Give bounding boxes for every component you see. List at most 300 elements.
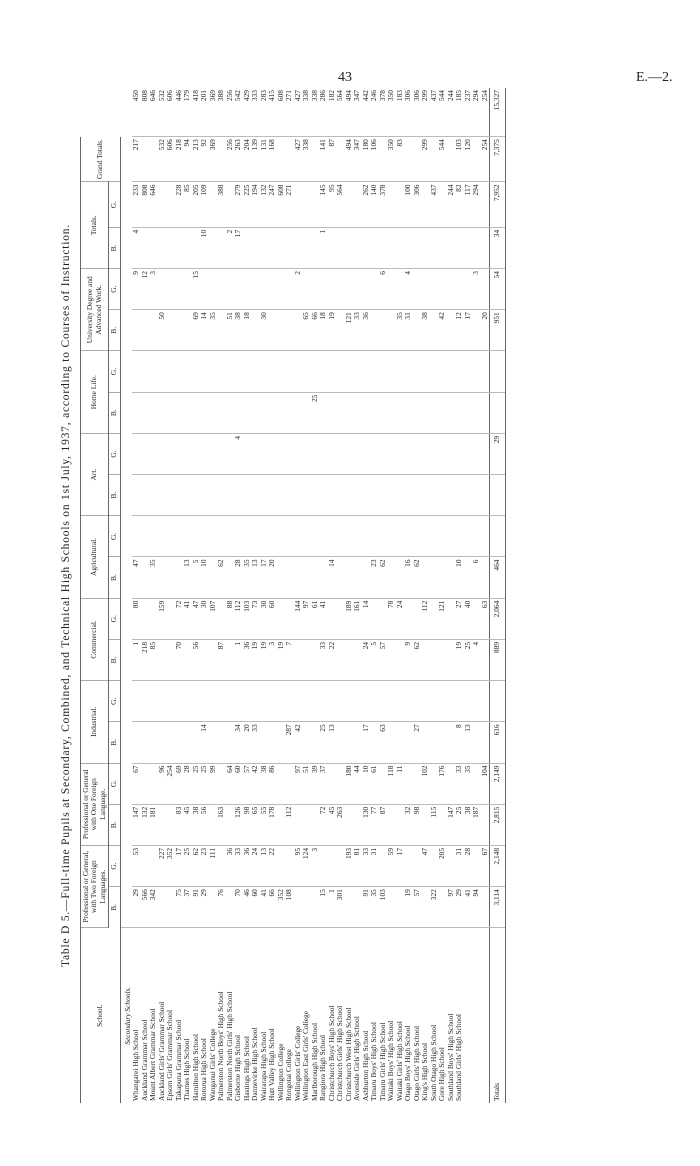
value-cell: 205 [438, 845, 447, 886]
value-cell [132, 516, 141, 557]
school-row [294, 88, 303, 1103]
value-cell: 103 [243, 598, 252, 639]
value-cell: 25 [183, 845, 192, 886]
school-name: Waitaki Boys' High School [386, 1020, 396, 1101]
school-row [277, 88, 286, 1103]
value-cell [455, 475, 464, 516]
value-cell [149, 433, 158, 474]
value-cell [430, 681, 439, 722]
value-cell: 301 [336, 887, 345, 928]
school-name: Rongotai College [284, 1049, 294, 1101]
value-cell [209, 475, 218, 516]
school-row [260, 88, 269, 1103]
value-cell [141, 722, 150, 763]
value-cell: 19 [260, 639, 269, 680]
value-cell: 464 [490, 557, 506, 598]
value-cell: 76 [217, 887, 226, 928]
value-cell [226, 392, 235, 433]
value-cell [481, 681, 490, 722]
value-cell [490, 681, 506, 722]
value-cell: 87 [217, 639, 226, 680]
value-cell: 87 [379, 804, 388, 845]
value-cell: 13 [464, 722, 473, 763]
value-cell: 294 [472, 182, 481, 227]
value-cell [141, 227, 150, 268]
value-cell: 24 [251, 845, 260, 886]
value-cell: 29 [132, 887, 141, 928]
value-cell [396, 722, 405, 763]
value-cell [472, 433, 481, 474]
value-cell [481, 227, 490, 268]
value-cell [141, 433, 150, 474]
value-cell [421, 351, 430, 392]
value-cell [362, 516, 371, 557]
value-cell: 63 [481, 598, 490, 639]
value-cell [302, 227, 311, 268]
value-cell [158, 433, 167, 474]
value-cell [158, 182, 167, 227]
value-cell [243, 681, 252, 722]
value-cell [387, 681, 396, 722]
value-cell [413, 681, 422, 722]
value-cell [379, 351, 388, 392]
school-name [464, 928, 473, 1103]
value-cell: 1 [328, 887, 337, 928]
value-cell [396, 681, 405, 722]
grand-total-cell: 378 [379, 88, 388, 137]
school-name: Wairarapa High School [258, 1031, 268, 1101]
value-cell [226, 351, 235, 392]
value-cell [319, 433, 328, 474]
value-cell [141, 845, 150, 886]
value-cell [209, 722, 218, 763]
value-cell: 33 [455, 763, 464, 804]
school-row [370, 88, 379, 1103]
value-cell: 92 [200, 137, 209, 182]
value-cell [251, 392, 260, 433]
value-cell: 78 [387, 598, 396, 639]
value-cell [362, 433, 371, 474]
value-cell [404, 433, 413, 474]
value-cell: 35 [370, 887, 379, 928]
school-name: Rotorua High School [199, 1038, 209, 1101]
value-cell: 322 [430, 887, 439, 928]
value-cell [379, 516, 388, 557]
value-cell [268, 681, 277, 722]
value-cell: 77 [370, 804, 379, 845]
value-cell: 10 [362, 763, 371, 804]
value-cell: 36 [243, 639, 252, 680]
value-cell [490, 392, 506, 433]
value-cell [447, 475, 456, 516]
grand-total-cell: 244 [447, 88, 456, 137]
value-cell [141, 392, 150, 433]
value-cell: 121 [438, 598, 447, 639]
value-cell: 24 [362, 639, 371, 680]
value-cell [200, 269, 209, 310]
value-cell [158, 557, 167, 598]
value-cell: 3,114 [490, 887, 506, 928]
value-cell [413, 516, 422, 557]
value-cell: 342 [149, 887, 158, 928]
grand-total-cell: 286 [319, 88, 328, 137]
value-cell [319, 475, 328, 516]
value-cell: 28 [183, 763, 192, 804]
school-name: Hastings High School [241, 1036, 251, 1101]
school-name [472, 928, 481, 1103]
value-cell: 19 [251, 639, 260, 680]
value-cell: 140 [370, 182, 379, 227]
value-cell: 204 [243, 137, 252, 182]
value-cell [175, 433, 184, 474]
value-cell [200, 681, 209, 722]
value-cell: 53 [132, 845, 141, 886]
value-cell [404, 845, 413, 886]
value-cell [209, 433, 218, 474]
value-cell: 16 [404, 557, 413, 598]
value-cell [447, 392, 456, 433]
value-cell: 42 [251, 763, 260, 804]
value-cell: 20 [243, 722, 252, 763]
value-cell: 161 [353, 598, 362, 639]
value-cell: 606 [166, 137, 175, 182]
school-row [455, 88, 464, 1103]
value-cell: 2 [294, 269, 303, 310]
value-cell [294, 433, 303, 474]
value-cell: 14 [328, 557, 337, 598]
school-name: Wellington College [275, 1043, 285, 1101]
value-cell: 494 [345, 137, 354, 182]
school-name: Takapuna Grammar School [173, 1019, 183, 1101]
value-cell: 18 [243, 310, 252, 351]
value-cell: 22 [328, 639, 337, 680]
table-body [120, 88, 505, 1103]
group-header: Home Life. [81, 351, 109, 433]
value-cell [336, 475, 345, 516]
value-cell [396, 227, 405, 268]
value-cell [234, 475, 243, 516]
value-cell [251, 681, 260, 722]
value-cell [277, 310, 286, 351]
value-cell [175, 722, 184, 763]
value-cell: 10 [200, 557, 209, 598]
value-cell [141, 475, 150, 516]
girls-header: G. [109, 763, 120, 804]
grand-total-cell: 185 [455, 88, 464, 137]
value-cell [319, 392, 328, 433]
value-cell [345, 433, 354, 474]
value-cell [311, 557, 320, 598]
school-name: Southland Boys' High School [445, 1013, 455, 1101]
value-cell: 228 [175, 182, 184, 227]
value-cell: 4 [234, 433, 243, 474]
value-cell: 59 [387, 845, 396, 886]
value-cell: 29 [455, 887, 464, 928]
value-cell [328, 598, 337, 639]
group-header: Professional or General, with Two Foreign Languages. [81, 845, 109, 927]
value-cell [336, 433, 345, 474]
value-cell: 1 [132, 639, 141, 680]
value-cell [362, 269, 371, 310]
value-cell [404, 598, 413, 639]
value-cell [328, 433, 337, 474]
value-cell: 35 [209, 310, 218, 351]
value-cell [166, 351, 175, 392]
value-cell: 91 [362, 887, 371, 928]
value-cell: 34 [234, 722, 243, 763]
school-row [336, 88, 345, 1103]
value-cell: 54 [490, 269, 506, 310]
value-cell: 159 [158, 598, 167, 639]
school-name: Mount Albert Grammar School [148, 1008, 158, 1101]
value-cell: 144 [294, 598, 303, 639]
value-cell [430, 269, 439, 310]
value-cell: 94 [472, 887, 481, 928]
value-cell: 13 [251, 557, 260, 598]
value-cell [404, 681, 413, 722]
value-cell [345, 804, 354, 845]
value-cell [345, 722, 354, 763]
value-cell [472, 392, 481, 433]
value-cell: 20 [268, 557, 277, 598]
page-number: 43 [338, 70, 352, 85]
value-cell [319, 681, 328, 722]
value-cell: 194 [251, 182, 260, 227]
girls-header: G. [109, 182, 120, 227]
grand-total-cell: 608 [277, 88, 286, 137]
value-cell [285, 433, 294, 474]
value-cell [166, 722, 175, 763]
girls-header: G. [109, 598, 120, 639]
value-cell: 82 [455, 182, 464, 227]
grand-total-cell: 606 [166, 88, 175, 137]
value-cell: 132 [141, 804, 150, 845]
value-cell: 67 [481, 845, 490, 886]
value-cell: 17 [260, 557, 269, 598]
value-cell: 66 [268, 887, 277, 928]
value-cell: 47 [421, 845, 430, 886]
value-cell: 45 [328, 804, 337, 845]
value-cell [438, 269, 447, 310]
value-cell: 42 [438, 310, 447, 351]
value-cell: 65 [302, 310, 311, 351]
value-cell [370, 227, 379, 268]
value-cell: 63 [379, 722, 388, 763]
value-cell: 60 [251, 887, 260, 928]
value-cell: 15 [192, 269, 201, 310]
value-cell [277, 475, 286, 516]
value-cell [336, 351, 345, 392]
value-cell [413, 227, 422, 268]
value-cell: 187 [472, 804, 481, 845]
school-name: Palmerston North Boys' High School [216, 991, 226, 1101]
value-cell [192, 392, 201, 433]
value-cell: 72 [319, 804, 328, 845]
value-cell [430, 475, 439, 516]
value-cell [132, 351, 141, 392]
value-cell [370, 310, 379, 351]
value-cell: 91 [192, 887, 201, 928]
group-header: Commercial. [81, 598, 109, 680]
value-cell [336, 639, 345, 680]
value-cell [302, 433, 311, 474]
value-cell: 163 [217, 804, 226, 845]
value-cell: 19 [404, 887, 413, 928]
group-header: Agricultural. [81, 516, 109, 598]
value-cell: 36 [243, 845, 252, 886]
value-cell: 109 [200, 182, 209, 227]
value-cell [379, 681, 388, 722]
value-cell: 46 [243, 887, 252, 928]
school-name: Timaru Boys' High School [369, 1022, 379, 1101]
value-cell: 205 [192, 182, 201, 227]
school-name [481, 928, 490, 1103]
value-cell [438, 351, 447, 392]
boys-header: B. [109, 804, 120, 845]
value-cell: 19 [455, 639, 464, 680]
girls-header: G. [109, 269, 120, 310]
value-cell: 94 [183, 137, 192, 182]
value-cell: 39 [311, 763, 320, 804]
value-cell [217, 351, 226, 392]
grand-total-cell: 437 [430, 88, 439, 137]
value-cell [141, 598, 150, 639]
value-cell [311, 351, 320, 392]
value-cell: 70 [234, 887, 243, 928]
school-name: Southland Girls' High School [454, 1014, 464, 1101]
value-cell: 130 [362, 804, 371, 845]
grand-total-cell: 544 [438, 88, 447, 137]
value-cell [132, 475, 141, 516]
value-cell [277, 351, 286, 392]
value-cell [319, 351, 328, 392]
value-cell: 62 [413, 639, 422, 680]
value-cell: 566 [141, 887, 150, 928]
value-cell: 51 [302, 763, 311, 804]
school-row [251, 88, 260, 1103]
value-cell [200, 516, 209, 557]
school-row [379, 88, 388, 1103]
value-cell: 254 [481, 137, 490, 182]
value-cell [268, 227, 277, 268]
value-cell [294, 392, 303, 433]
value-cell [268, 475, 277, 516]
value-cell: 8 [455, 722, 464, 763]
value-cell [328, 763, 337, 804]
value-cell: 271 [285, 182, 294, 227]
value-cell [379, 392, 388, 433]
value-cell [200, 351, 209, 392]
grand-total-cell: 237 [464, 88, 473, 137]
value-cell [268, 433, 277, 474]
value-cell [404, 351, 413, 392]
value-cell: 31 [370, 845, 379, 886]
value-cell [481, 433, 490, 474]
school-row [209, 88, 218, 1103]
school-row [141, 88, 150, 1103]
value-cell [413, 475, 422, 516]
value-cell: 181 [149, 804, 158, 845]
value-cell: 3 [472, 269, 481, 310]
value-cell [421, 639, 430, 680]
value-cell [311, 516, 320, 557]
value-cell [175, 269, 184, 310]
value-cell [302, 887, 311, 928]
value-cell: 147 [447, 804, 456, 845]
value-cell [158, 269, 167, 310]
value-cell: 35 [243, 557, 252, 598]
value-cell [438, 681, 447, 722]
value-cell [447, 516, 456, 557]
school-row [387, 88, 396, 1103]
value-cell [251, 433, 260, 474]
value-cell [345, 475, 354, 516]
value-cell [158, 475, 167, 516]
value-cell [158, 516, 167, 557]
value-cell [353, 475, 362, 516]
value-cell: 14 [362, 598, 371, 639]
section-row [120, 88, 132, 1103]
value-cell: 32 [404, 804, 413, 845]
value-cell [217, 392, 226, 433]
value-cell: 69 [175, 763, 184, 804]
value-cell: 193 [345, 845, 354, 886]
value-cell [481, 392, 490, 433]
value-cell: 61 [370, 763, 379, 804]
value-cell: 96 [158, 763, 167, 804]
school-name: Thames High School [182, 1038, 192, 1101]
value-cell: 73 [251, 598, 260, 639]
school-row [302, 88, 311, 1103]
value-cell [183, 722, 192, 763]
value-cell [302, 182, 311, 227]
value-cell: 64 [226, 763, 235, 804]
value-cell: 10 [200, 227, 209, 268]
value-cell: 66 [311, 310, 320, 351]
school-name: Marlborough High School [309, 1022, 319, 1101]
value-cell [294, 887, 303, 928]
value-cell [464, 227, 473, 268]
value-cell: 18 [319, 310, 328, 351]
value-cell: 3 [149, 269, 158, 310]
girls-header: G. [109, 351, 120, 392]
value-cell [353, 557, 362, 598]
value-cell: 103 [379, 887, 388, 928]
value-cell: 65 [251, 804, 260, 845]
value-cell: 608 [277, 182, 286, 227]
grand-total-cell: 442 [362, 88, 371, 137]
value-cell: 17 [362, 722, 371, 763]
value-cell [387, 557, 396, 598]
value-cell: 180 [345, 763, 354, 804]
table-title: Table D 5.—Full-time Pupils at Secondary, Combined, and Technical High Schools on 1st July, 1937, according to Courses of Instruction. [60, 224, 72, 968]
school-row [421, 88, 430, 1103]
value-cell [430, 516, 439, 557]
school-row [285, 88, 294, 1103]
value-cell: 544 [438, 137, 447, 182]
value-cell [387, 227, 396, 268]
value-cell [175, 227, 184, 268]
value-cell [200, 392, 209, 433]
value-cell: 56 [200, 804, 209, 845]
value-cell [175, 681, 184, 722]
value-cell [387, 433, 396, 474]
girls-header: G. [109, 845, 120, 886]
value-cell [260, 722, 269, 763]
value-cell: 62 [217, 557, 226, 598]
value-cell: 17 [234, 227, 243, 268]
value-cell: 10 [455, 557, 464, 598]
